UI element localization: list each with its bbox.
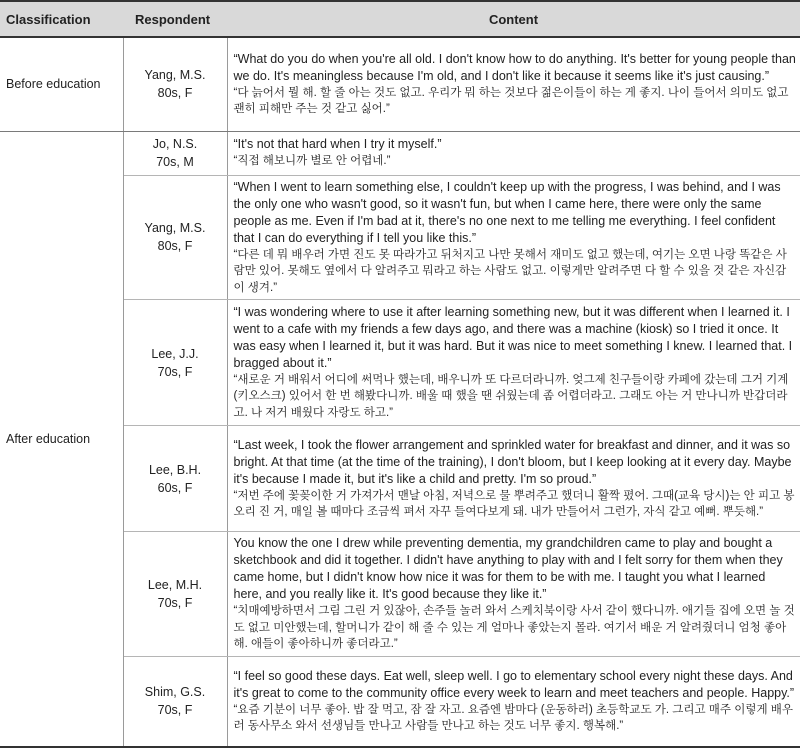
quote-english: “I feel so good these days. Eat well, sleep well. I go to elementary school every night these days. And it's great to come to the community office every week to learn and meet teachers and people. Happy.” <box>233 668 795 700</box>
classification-cell: Before education <box>0 37 123 131</box>
quote-english: “I was wondering where to use it after learning something new, but it was different when I learned it. I went to a cafe with my friends a few days ago, and there was a machine (kiosk) so I tried it once. It was easy when I learned it, but it was hard. But it was nice to meet something I knew. I learned that. I bragged about it.” <box>233 304 793 370</box>
quote-english: “It's not that hard when I try it myself.” <box>233 137 442 152</box>
content-cell <box>227 131 800 175</box>
quote-korean: “직접 해보니까 별로 안 어렵네.” <box>233 155 391 168</box>
respondent-cell <box>123 532 227 657</box>
quote-english: “Last week, I took the flower arrangement and sprinkled water for breakfast and dinner, and it was so bright. At that time (at the time of the training), I don't bloom, but I keep looking at it every day. Maybe it's because I made it, but it's like a child and pretty. I'm so proud.” <box>233 437 792 486</box>
quote-korean: “요즘 기분이 너무 좋아. 밥 잘 먹고, 잠 잘 자고. 요즘엔 밤마다 (운동하러) 초등학교도 가. 그리고 매주 이렇게 배우러 동사무소 와서 선생님들 만나고 사람들 만나고 하는 것도 너무 좋지. 행복해.” <box>233 703 793 733</box>
content-cell <box>227 532 800 657</box>
respondent-cell <box>123 300 227 426</box>
respondent-name: Yang, M.S. <box>144 221 206 236</box>
respondent-demographic: 70s, M <box>156 155 194 169</box>
respondent-name: Lee, B.H. <box>148 462 202 477</box>
respondent-cell <box>123 656 227 747</box>
content-cell <box>227 37 800 131</box>
respondent-cell <box>123 175 227 300</box>
content-cell <box>227 426 800 532</box>
content-cell <box>227 175 800 300</box>
quote-korean: “치매예방하면서 그림 그린 거 있잖아, 손주들 놀러 와서 스케치북이랑 사서 같이 했다니까. 애기들 집에 오면 놀 것도 없고 미안했는데, 할머니가 같이 해 줄 수 있는 게 얼마나 좋았는지 몰라. 여기서 배운 거 알려줬더니 엄청 좋아해. 애들이 좋아하니까 좋더라고.” <box>233 605 795 650</box>
respondent-name: Yang, M.S. <box>144 68 206 83</box>
respondent-demographic: 80s, F <box>157 86 193 101</box>
respondent-demographic: 70s, F <box>157 595 193 610</box>
content-cell <box>227 300 800 426</box>
respondent-demographic: 70s, F <box>157 703 193 718</box>
respondent-demographic: 80s, F <box>157 239 193 254</box>
table-row <box>0 131 800 175</box>
respondent-name: Lee, M.H. <box>147 577 203 592</box>
quote-korean: “다른 데 뭐 배우러 가면 진도 못 따라가고 뒤처지고 나만 못해서 재미도 없고 했는데, 여기는 오면 나랑 똑같은 사람만 있어. 못해도 옆에서 다 알려주고 뭐라고 하는 사람도 없고. 이렇게만 알려주면 다 할 수 있을 것 같은 자신감이 생겨.” <box>233 248 787 294</box>
quote-korean: “저번 주에 꽃꽂이한 거 가져가서 맨날 아침, 저녁으로 물 뿌려주고 했더니 활짝 폈어. 그때(교육 당시)는 안 피고 봉오리 진 거, 매일 볼 때마다 조금씩 펴서 자꾸 들여다보게 돼. 내가 만들어서 그런가, 자식 같고 예뻐. 뿌듯해.” <box>233 489 795 518</box>
header-content: Content <box>227 1 800 37</box>
quote-english: “When I went to learn something else, I couldn't keep up with the progress, I was behind, and I was the only one who wasn't good, so it wasn't fun, but when I came here, there were only the same people as me. Even if I'm bad at it, there's no one next to me telling me everything. I feel confident that I can do everything if I tell you like this.” <box>233 179 781 245</box>
table-row <box>0 37 800 131</box>
respondent-cell <box>123 131 227 175</box>
quote-english: You know the one I drew while preventing dementia, my grandchildren came to play and bought a sketchbook and did it together. I didn't have anything to play with and I felt sorry for them when they came home, but I didn't know how nice it was for them to be with me. I taught you what I learned here, and you really like it. It's good because they like it.” <box>233 536 783 601</box>
respondent-cell <box>123 426 227 532</box>
quote-korean: “새로운 거 배워서 어디에 써먹나 했는데, 배우니까 또 다르더라니까. 엊그제 친구들이랑 카페에 갔는데 그거 기계(키오스크) 있어서 한 번 해봤다니까. 배울 때 했을 땐 쉬웠는데 좀 어렵더라고. 그래도 아는 거 만나니까 반갑더라고. 나 저거 배웠다 자랑도 하고.” <box>233 373 789 419</box>
classification-cell: After education <box>0 131 123 747</box>
respondent-demographic: 70s, F <box>157 364 193 379</box>
respondent-cell <box>123 37 227 131</box>
respondent-name: Lee, J.J. <box>151 346 199 361</box>
respondent-demographic: 60s, F <box>157 480 193 495</box>
header-classification: Classification <box>0 1 123 37</box>
header-row <box>0 1 800 37</box>
respondent-name: Jo, N.S. <box>152 137 198 151</box>
header-respondent: Respondent <box>123 1 227 37</box>
quote-english: “What do you do when you're all old. I don't know how to do anything. It's better for young people than we do. It's meaningless because I'm old, and I don't like it because it seems like it's just causing.” <box>233 51 796 83</box>
content-cell <box>227 656 800 747</box>
quote-korean: “다 늙어서 뭘 해. 할 줄 아는 것도 없고. 우리가 뭐 하는 것보다 젊은이들이 하는 게 좋지. 나이 들어서 의미도 없고 괜히 피해만 주는 것 같고 싫어.” <box>233 86 789 116</box>
respondent-name: Shim, G.S. <box>144 685 206 700</box>
